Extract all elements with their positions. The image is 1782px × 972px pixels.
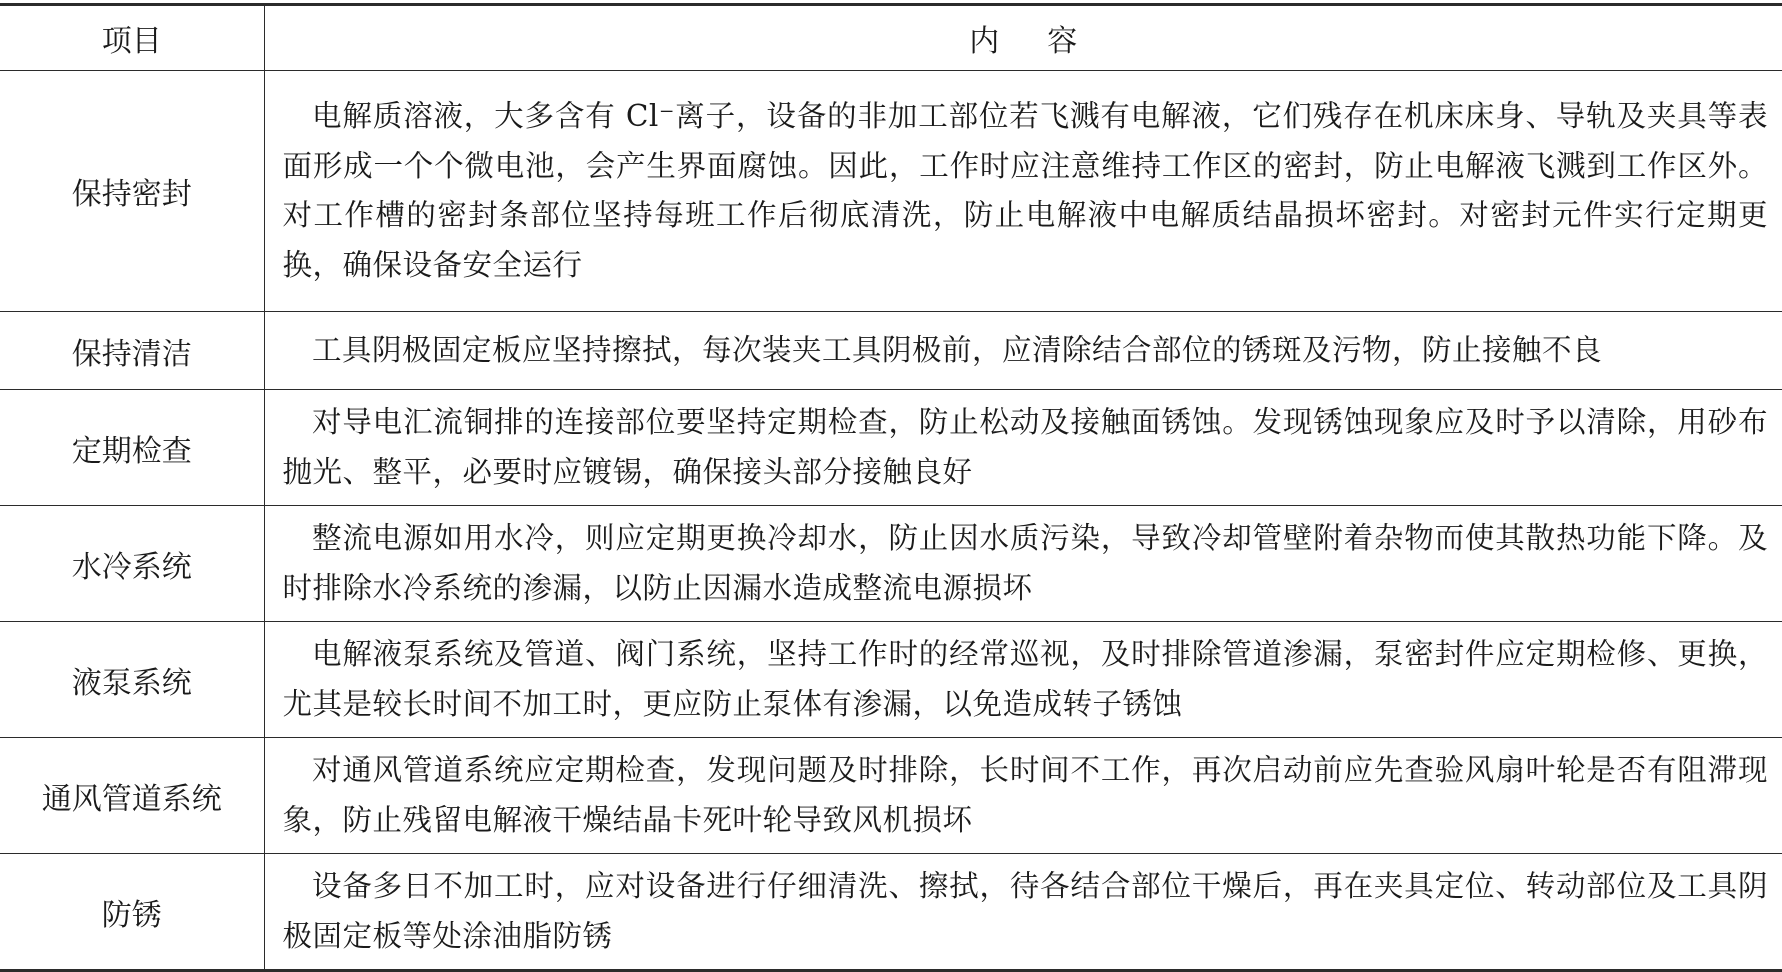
maintenance-table bbox=[0, 3, 1782, 972]
row-content: 整流电源如用水冷，则应定期更换冷却水，防止因水质污染，导致冷却管壁附着杂物而使其散热功能下降。及时排除水冷系统的渗漏，以防止因漏水造成整流电源损坏 bbox=[264, 506, 1782, 622]
table-body bbox=[0, 71, 1782, 971]
header-item: 项目 bbox=[0, 5, 264, 71]
table-row bbox=[0, 71, 1782, 312]
row-content: 工具阴极固定板应坚持擦拭，每次装夹工具阴极前，应清除结合部位的锈斑及污物，防止接触不良 bbox=[264, 312, 1782, 390]
row-content: 对导电汇流铜排的连接部位要坚持定期检查，防止松动及接触面锈蚀。发现锈蚀现象应及时予以清除，用砂布抛光、整平，必要时应镀锡，确保接头部分接触良好 bbox=[264, 390, 1782, 506]
row-item: 液泵系统 bbox=[0, 622, 264, 738]
row-item: 保持密封 bbox=[0, 71, 264, 312]
row-content: 设备多日不加工时，应对设备进行仔细清洗、擦拭，待各结合部位干燥后，再在夹具定位、转动部位及工具阴极固定板等处涂油脂防锈 bbox=[264, 854, 1782, 971]
table-row bbox=[0, 390, 1782, 506]
table-row bbox=[0, 506, 1782, 622]
row-item: 防锈 bbox=[0, 854, 264, 971]
row-item: 水冷系统 bbox=[0, 506, 264, 622]
row-content: 电解液泵系统及管道、阀门系统，坚持工作时的经常巡视，及时排除管道渗漏，泵密封件应定期检修、更换，尤其是较长时间不加工时，更应防止泵体有渗漏，以免造成转子锈蚀 bbox=[264, 622, 1782, 738]
table-row bbox=[0, 738, 1782, 854]
header-content: 内容 bbox=[264, 5, 1782, 71]
table-header bbox=[0, 5, 1782, 71]
table-row bbox=[0, 854, 1782, 971]
table-row bbox=[0, 622, 1782, 738]
row-item: 通风管道系统 bbox=[0, 738, 264, 854]
row-item: 保持清洁 bbox=[0, 312, 264, 390]
row-content: 对通风管道系统应定期检查，发现问题及时排除，长时间不工作，再次启动前应先查验风扇叶轮是否有阻滞现象，防止残留电解液干燥结晶卡死叶轮导致风机损坏 bbox=[264, 738, 1782, 854]
header-row bbox=[0, 5, 1782, 71]
row-content: 电解质溶液，大多含有 Cl⁻离子，设备的非加工部位若飞溅有电解液，它们残存在机床床身、导轨及夹具等表面形成一个个微电池，会产生界面腐蚀。因此，工作时应注意维持工作区的密封，防止电解液飞溅到工作区外。对工作槽的密封条部位坚持每班工作后彻底清洗，防止电解液中电解质结晶损坏密封。对密封元件实行定期更换，确保设备安全运行 bbox=[264, 71, 1782, 312]
table-row bbox=[0, 312, 1782, 390]
row-item: 定期检查 bbox=[0, 390, 264, 506]
